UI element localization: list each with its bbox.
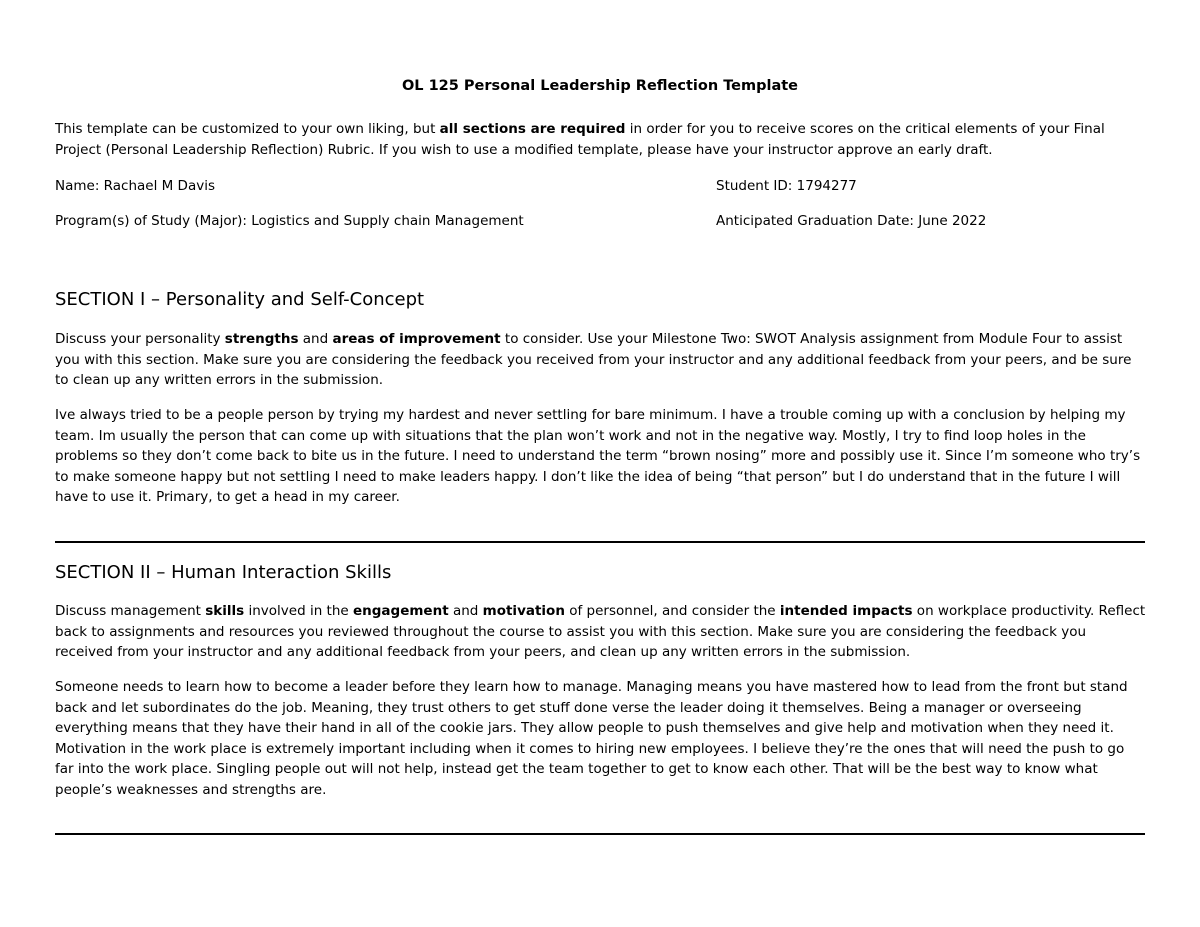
section-1-response: Ive always tried to be a people person by trying my hardest and never settling for bare minimum. I have a trouble coming up with a conclusion by helping my team. Im usually the person that can come up with situations that the plan won’t work and not in the negative way. Mostly, I try to find loop holes in the problems so they don’t come back to bite us in the future. I need to understand the term “brown nosing” more and possibly use it. Since I’m someone who try’s to make someone happy but not settling I need to make leaders happy. I don’t like the idea of being “that person” but I do understand that in the future I will have to use it. Primary, to get a head in my career.: [55, 407, 1141, 505]
prompt-text: Discuss management: [55, 603, 206, 619]
prompt-emphasis: areas of improvement: [332, 331, 501, 347]
prompt-text: and: [448, 603, 483, 619]
prompt-text: and: [298, 331, 333, 347]
prompt-emphasis: motivation: [482, 603, 565, 619]
student-id: Student ID: 1794277: [716, 178, 857, 194]
prompt-text: Discuss your personality: [55, 331, 225, 347]
program-of-study: Program(s) of Study (Major): Logistics and Supply chain Management: [55, 213, 524, 229]
prompt-text: to consider. Use your Milestone Two: SWOT Analysis assignment from Module Four to assist you with this section. Make sure you are considering the feedback you received from your instructor and any additional feedback from your peers, and be sure to clean up any written errors in the submission.: [55, 331, 1132, 388]
section-2-title: SECTION II – Human Interaction Skills: [55, 562, 392, 583]
student-name: Name: Rachael M Davis: [55, 178, 216, 194]
intro-emphasis: all sections are required: [439, 121, 626, 137]
prompt-emphasis: intended impacts: [779, 603, 913, 619]
document-title: OL 125 Personal Leadership Reflection Template: [401, 78, 799, 94]
section-1-prompt: [55, 329, 1147, 391]
prompt-text: on workplace productivity. Reflect back to assignments and resources you reviewed throughout the course to assist you with this section. Make sure you are considering the feedback you received from your instructor and any additional feedback from your peers, and clean up any written errors in the submission.: [55, 603, 1146, 660]
section-2-response: Someone needs to learn how to become a leader before they learn how to manage. Managing means you have mastered how to lead from the front but stand back and let subordinates do the job. Meaning, they trust others to get stuff done verse the leader doing it themselves. Being a manager or overseeing everything means that they have their hand in all of the cookie jars. They allow people to push themselves and give help and motivation when they need it. Motivation in the work place is extremely important including when it comes to hiring new employees. I believe they’re the ones that will need the push to go far into the work place. Singling people out will not help, instead get the team together to get to know each other. That will be the best way to know what people’s weaknesses and strengths are.: [55, 679, 1128, 798]
intro-paragraph: [55, 119, 1147, 160]
section-2-prompt: [55, 601, 1147, 663]
intro-text-end: in order for you to receive scores on the critical elements of your Final Project (Personal Leadership Reflection) Rubric. If you wish to use a modified template, please have your instructor approve an early draft.: [55, 121, 1105, 158]
prompt-emphasis: engagement: [353, 603, 449, 619]
prompt-text: involved in the: [244, 603, 353, 619]
graduation-date: Anticipated Graduation Date: June 2022: [716, 213, 987, 229]
prompt-emphasis: strengths: [224, 331, 299, 347]
intro-text: This template can be customized to your own liking, but: [55, 121, 440, 137]
section-divider: [55, 833, 1145, 835]
prompt-emphasis: skills: [205, 603, 245, 619]
section-divider: [55, 541, 1145, 543]
section-1-title: SECTION I – Personality and Self-Concept: [55, 289, 425, 310]
prompt-text: of personnel, and consider the: [564, 603, 780, 619]
